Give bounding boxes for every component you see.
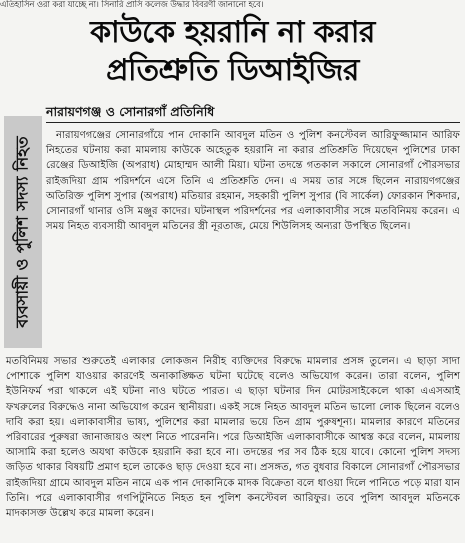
article-body-column: [46, 128, 460, 234]
headline-line-1: কাউকে হয়রানি না করার: [90, 15, 375, 50]
body-paragraph-1: নারায়ণগঞ্জের সোনারগাঁয়ে পান দোকানি আবদুল মতিন ও পুলিশ কনস্টেবল আরিফুজ্জামান আরিফ নিহতের ঘটনায় করা মামলায় কাউকে অহেতুক হয়রানি না করার প্রতিশ্রুতি দিয়েছেন পুলিশের ঢাকা রেঞ্জের ডিআইজি (অপরাধ) মোহাম্মদ আলী মিয়া। ঘটনা তদন্তে গতকাল সকালে সোনারগাঁ পৌরসভার রাইজদিয়া গ্রাম পরিদর্শনে এসে তিনি এ প্রতিশ্রুতি দেন। এ সময় তার সঙ্গে ছিলেন নারায়ণগঞ্জের অতিরিক্ত পুলিশ সুপার (অপরাধ) মতিয়ার রহমান, সহকারী পুলিশ সুপার (বি সার্কেল) ফোরকান শিকদার, সোনারগাঁ থানার ওসি মঞ্জুর কাদের। ঘটনাস্থল পরিদর্শনের পর এলাকাবাসীর সঙ্গে মতবিনিময় করেন। এ সময় নিহত ব্যবসায়ী আবদুল মতিনের স্ত্রী নূরতাজ, মেয়ে শিউলিসহ অন্যরা উপস্থিত ছিলেন।: [46, 130, 460, 233]
headline: [0, 14, 465, 90]
side-label-bar: [4, 116, 42, 348]
body-paragraph-2: মতবিনিময় সভার শুরুতেই এলাকার লোকজন নিরীহ ব্যক্তিদের বিরুদ্ধে মামলার প্রসঙ্গ তুলেন। এ ছাড়া সাদা পোশাকে পুলিশ যাওয়ার কারণেই অনাকাঙ্ক্ষিত ঘটনা ঘটেছে বলেও অভিযোগ করেন। তারা বলেন, পুলিশ ইউনিফর্ম পরা থাকলে এই ঘটনা নাও ঘটতে পারত। এ ছাড়া ঘটনার দিন মোটরসাইকেলে থাকা এএসআই ফখরুলের বিরুদ্ধেও নানা অভিযোগ করেন স্থানীয়রা। একই সঙ্গে নিহত আবদুল মতিন ভালো লোক ছিলেন বলেও দাবি করা হয়। এলাকাবাসীর ভাষ্য, পুলিশের করা মামলার ভয়ে তিন গ্রাম পুরুষশূন্য। মামলার কারণে মতিনের পরিবারের পুরুষরা জানাজায়ও অংশ নিতে পারেননি। পরে ডিআইজি এলাকাবাসীকে আশ্বস্ত করে বলেন, মামলায় আসামি করা হলেও অযথা কাউকে হয়রানি করা হবে না। তদন্তের পর সব ঠিক হয়ে যাবে। কোনো পুলিশ সদস্য জড়িত থাকার বিষয়টি প্রমাণ হলে তাকেও ছাড় দেওয়া হবে না। প্রসঙ্গত, গত বুধবার বিকালে সোনারগাঁ পৌরসভার রাইজদিয়া গ্রামে আবদুল মতিন নামে এক পান দোকানিকে মাদক বিক্রেতা বলে ধাওয়া দিলে পানিতে পড়ে মারা যান তিনি। পরে এলাকাবাসীর গণপিটুনিতে নিহত হন পুলিশ কনস্টেবল আরিফুর। তবে পুলিশ আবদুল মতিনকে মাদকাসক্ত উল্লেখ করে মামলা করেন।: [6, 356, 460, 520]
side-label-text: ব্যবসায়ী ও পুলিশ সদস্য নিহত: [12, 136, 32, 328]
byline: নারায়ণগঞ্জ ও সোনারগাঁ প্রতিনিধি: [46, 104, 460, 123]
article-body-wide: [6, 354, 460, 521]
previous-article-strip: এতিহাসিন ওরা করা যাচ্ছে না। সিনারি প্রাসি কলেজ উদ্ধার বিবরণী জানানো হবে।: [0, 0, 264, 9]
headline-line-2: প্রতিশ্রুতি ডিআইজির: [106, 53, 359, 88]
